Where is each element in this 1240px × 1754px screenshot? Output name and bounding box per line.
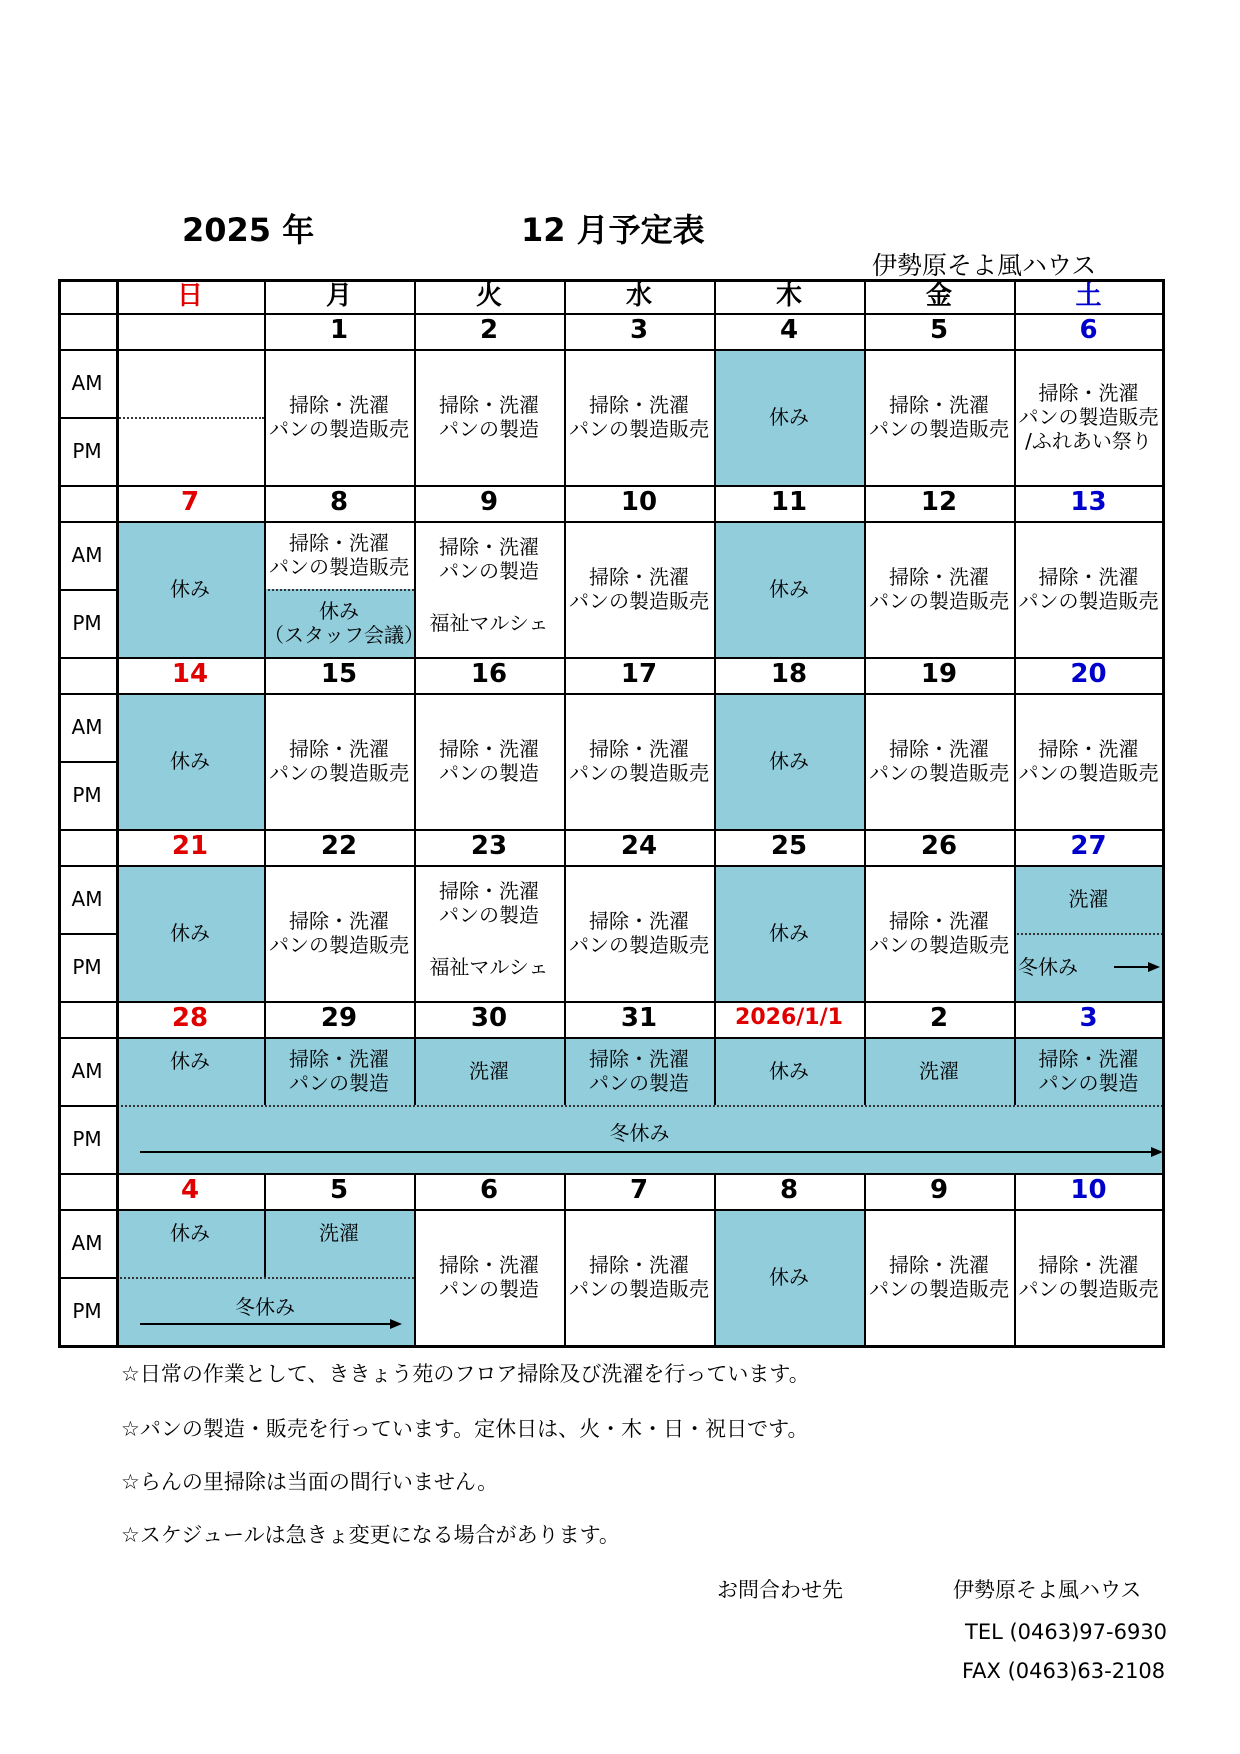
weekday-header: 月 <box>325 281 352 311</box>
schedule-am-line: パンの製造販売 <box>269 555 409 579</box>
grid-line <box>714 1001 716 1105</box>
grid-line <box>864 313 866 485</box>
weekday-header: 水 <box>625 281 652 311</box>
note-2: ☆パンの製造・販売を行っています。定休日は、火・木・日・祝日です。 <box>121 1417 809 1441</box>
grid-line <box>414 1001 416 1105</box>
schedule-line: パンの製造販売 <box>569 1277 709 1301</box>
grid-line <box>264 485 266 657</box>
day-number: 23 <box>470 831 508 861</box>
note-1: ☆日常の作業として、ききょう苑のフロア掃除及び洗濯を行っています。 <box>121 1362 810 1386</box>
grid-line <box>864 1001 866 1105</box>
schedule-line: 掃除・洗濯 <box>1038 1253 1139 1277</box>
grid-line <box>714 279 716 313</box>
schedule-line: パンの製造 <box>439 761 539 785</box>
am-label: AM <box>71 1231 103 1255</box>
day-number: 6 <box>1079 315 1098 345</box>
schedule-line: パンの製造販売 <box>1018 405 1159 429</box>
schedule-line: パンの製造販売 <box>269 933 409 957</box>
month-title: 12 月予定表 <box>521 211 705 249</box>
schedule-am-line: 洗濯 <box>919 1059 959 1083</box>
contact-org: 伊勢原そよ風ハウス <box>953 1578 1142 1602</box>
grid-line <box>414 657 416 829</box>
schedule-am-line: パンの製造 <box>289 1071 389 1095</box>
schedule-line: パンの製造販売 <box>869 1277 1009 1301</box>
schedule-line: パンの製造 <box>439 1277 539 1301</box>
grid-line <box>864 1173 866 1345</box>
grid-line <box>564 829 566 1001</box>
day-number: 4 <box>180 1175 200 1205</box>
grid-line <box>564 1173 566 1345</box>
grid-line <box>1014 1001 1016 1105</box>
pm-label: PM <box>72 1299 102 1323</box>
schedule-am-line: 掃除・洗濯 <box>439 879 539 903</box>
grid-line <box>1014 313 1016 485</box>
schedule-am-line: 掃除・洗濯 <box>289 1047 389 1071</box>
day-number: 30 <box>470 1003 508 1033</box>
winter-break-label: 冬休み <box>235 1295 295 1319</box>
note-3: ☆らんの里掃除は当面の間行いません。 <box>121 1470 499 1494</box>
grid-line <box>1014 657 1016 829</box>
schedule-line: 掃除・洗濯 <box>589 1253 689 1277</box>
schedule-line: 掃除・洗濯 <box>439 1253 539 1277</box>
schedule-line: パンの製造販売 <box>1018 1277 1159 1301</box>
schedule-line: パンの製造販売 <box>869 417 1009 441</box>
schedule-calendar <box>58 279 1165 1348</box>
day-number: 14 <box>171 659 209 689</box>
grid-line <box>264 829 266 1001</box>
grid-line <box>264 313 266 485</box>
schedule-am-line: 掃除・洗濯 <box>289 531 389 555</box>
schedule-line: パンの製造販売 <box>569 933 709 957</box>
schedule-pm-line: 福祉マルシェ <box>429 955 549 979</box>
note-4: ☆スケジュールは急きょ変更になる場合があります。 <box>121 1523 620 1547</box>
schedule-line: 休み <box>170 749 210 773</box>
schedule-am-line: 洗濯 <box>319 1221 359 1245</box>
grid-line <box>58 313 1165 315</box>
winter-break-label: 冬休み <box>609 1121 670 1145</box>
am-label: AM <box>71 887 103 911</box>
day-number: 16 <box>470 659 508 689</box>
day-number: 5 <box>929 315 949 345</box>
grid-line <box>414 1173 416 1345</box>
day-number: 27 <box>1070 831 1107 861</box>
schedule-line: 休み <box>170 921 210 945</box>
weekday-header: 金 <box>925 281 952 311</box>
day-number: 8 <box>779 1175 799 1205</box>
grid-line <box>1014 279 1016 313</box>
year-title: 2025 年 <box>182 211 315 249</box>
schedule-line: パンの製造販売 <box>869 589 1009 613</box>
day-number: 7 <box>629 1175 649 1205</box>
schedule-line: 掃除・洗濯 <box>889 1253 989 1277</box>
pm-label: PM <box>72 439 102 463</box>
day-number: 8 <box>329 487 349 517</box>
day-number: 21 <box>171 831 209 861</box>
day-number: 25 <box>770 831 808 861</box>
schedule-pm-line: 休み <box>319 599 359 623</box>
schedule-line: パンの製造販売 <box>869 761 1009 785</box>
grid-line <box>414 279 416 313</box>
schedule-am-line: 休み <box>170 1221 210 1245</box>
schedule-am-line: 休み <box>769 1059 809 1083</box>
day-number: 15 <box>320 659 358 689</box>
weekday-header: 火 <box>475 281 502 311</box>
schedule-line: 休み <box>769 405 809 429</box>
calendar-border <box>58 279 1165 1348</box>
schedule-line: 掃除・洗濯 <box>439 737 539 761</box>
schedule-line: 休み <box>769 577 809 601</box>
day-number: 4 <box>779 315 799 345</box>
grid-line <box>714 1173 716 1345</box>
grid-line <box>264 279 266 313</box>
day-number: 22 <box>320 831 358 861</box>
day-number: 13 <box>1070 487 1107 517</box>
day-number: 26 <box>920 831 958 861</box>
day-number: 10 <box>1070 1175 1107 1205</box>
schedule-line: パンの製造販売 <box>569 417 709 441</box>
day-number: 11 <box>770 487 808 517</box>
day-number: 29 <box>320 1003 358 1033</box>
schedule-am-line: 休み <box>170 1049 210 1073</box>
grid-line <box>864 485 866 657</box>
schedule-line: 掃除・洗濯 <box>1038 737 1139 761</box>
day-number: 28 <box>171 1003 209 1033</box>
grid-line <box>864 279 866 313</box>
schedule-line: 掃除・洗濯 <box>889 737 989 761</box>
schedule-line: 掃除・洗濯 <box>889 393 989 417</box>
contact-fax: FAX (0463)63-2108 <box>962 1659 1166 1683</box>
schedule-line: 休み <box>769 749 809 773</box>
day-number: 17 <box>620 659 658 689</box>
grid-line <box>564 657 566 829</box>
grid-line <box>564 485 566 657</box>
day-number: 24 <box>620 831 658 861</box>
schedule-line: 休み <box>170 577 210 601</box>
schedule-line: 掃除・洗濯 <box>1038 381 1139 405</box>
schedule-pm-line: （スタッフ会議） <box>264 623 424 647</box>
day-number: 19 <box>920 659 958 689</box>
day-number: 5 <box>329 1175 349 1205</box>
schedule-line: /ふれあい祭り <box>1025 429 1152 453</box>
grid-line <box>1014 485 1016 657</box>
grid-line <box>264 657 266 829</box>
grid-line <box>264 1001 266 1105</box>
day-number: 1 <box>329 315 349 345</box>
grid-line <box>714 313 716 485</box>
am-label: AM <box>71 543 103 567</box>
day-number: 2026/1/1 <box>735 1005 843 1030</box>
schedule-line: 掃除・洗濯 <box>889 565 989 589</box>
pm-label: PM <box>72 955 102 979</box>
schedule-line: 掃除・洗濯 <box>589 565 689 589</box>
schedule-pm-line: 福祉マルシェ <box>429 611 549 635</box>
schedule-line: パンの製造販売 <box>1018 589 1159 613</box>
grid-line <box>1014 1173 1016 1345</box>
pm-label: PM <box>72 1127 102 1151</box>
schedule-line: 掃除・洗濯 <box>289 737 389 761</box>
schedule-line: 掃除・洗濯 <box>1038 565 1139 589</box>
grid-line <box>714 657 716 829</box>
grid-line <box>564 279 566 313</box>
schedule-line: 掃除・洗濯 <box>589 909 689 933</box>
schedule-line: パンの製造販売 <box>869 933 1009 957</box>
day-number: 6 <box>479 1175 499 1205</box>
day-number: 10 <box>620 487 658 517</box>
schedule-line: パンの製造販売 <box>569 589 709 613</box>
schedule-am-line: パンの製造 <box>439 903 539 927</box>
grid-line <box>414 829 416 1001</box>
am-label: AM <box>71 1059 103 1083</box>
weekday-header: 木 <box>775 281 802 311</box>
weekday-header: 日 <box>176 281 203 311</box>
winter-break-label: 冬休み <box>1018 955 1078 979</box>
schedule-line: 掃除・洗濯 <box>289 393 389 417</box>
schedule-line: パンの製造 <box>439 417 539 441</box>
schedule-line: パンの製造販売 <box>1018 761 1159 785</box>
schedule-am-line: 洗濯 <box>1068 887 1109 911</box>
grid-line <box>1014 829 1016 1001</box>
schedule-line: 掃除・洗濯 <box>589 393 689 417</box>
day-number: 2 <box>479 315 499 345</box>
grid-line <box>714 829 716 1001</box>
schedule-line: パンの製造販売 <box>569 761 709 785</box>
grid-line <box>414 313 416 485</box>
day-number: 3 <box>1079 1003 1098 1033</box>
day-number: 3 <box>629 315 649 345</box>
schedule-line: 掃除・洗濯 <box>439 393 539 417</box>
am-label: AM <box>71 715 103 739</box>
day-number: 9 <box>929 1175 949 1205</box>
schedule-line: 休み <box>769 1265 809 1289</box>
schedule-line: 休み <box>769 921 809 945</box>
grid-line <box>864 829 866 1001</box>
grid-line <box>116 279 119 1348</box>
grid-line <box>564 313 566 485</box>
schedule-am-line: パンの製造 <box>439 559 539 583</box>
day-number: 31 <box>620 1003 658 1033</box>
grid-line <box>564 1001 566 1105</box>
day-number: 18 <box>770 659 808 689</box>
contact-label: お問合わせ先 <box>717 1578 843 1602</box>
schedule-am-line: 掃除・洗濯 <box>1038 1047 1139 1071</box>
schedule-line: 掃除・洗濯 <box>889 909 989 933</box>
day-number: 7 <box>180 487 200 517</box>
grid-line <box>264 1173 266 1277</box>
schedule-am-line: 掃除・洗濯 <box>439 535 539 559</box>
schedule-am-line: パンの製造 <box>589 1071 689 1095</box>
schedule-line: 掃除・洗濯 <box>589 737 689 761</box>
day-number: 20 <box>1070 659 1107 689</box>
schedule-line: パンの製造販売 <box>269 761 409 785</box>
grid-line <box>414 485 416 657</box>
org-name: 伊勢原そよ風ハウス <box>872 251 1097 280</box>
schedule-line: 掃除・洗濯 <box>289 909 389 933</box>
pm-label: PM <box>72 783 102 807</box>
grid-line <box>864 657 866 829</box>
pm-label: PM <box>72 611 102 635</box>
am-label: AM <box>71 371 103 395</box>
day-number: 9 <box>479 487 499 517</box>
contact-tel: TEL (0463)97-6930 <box>965 1620 1168 1644</box>
schedule-am-line: 掃除・洗濯 <box>589 1047 689 1071</box>
schedule-am-line: 洗濯 <box>469 1059 509 1083</box>
weekday-header: 土 <box>1075 281 1102 311</box>
schedule-am-line: パンの製造 <box>1038 1071 1139 1095</box>
day-number: 2 <box>929 1003 949 1033</box>
schedule-line: パンの製造販売 <box>269 417 409 441</box>
day-number: 12 <box>920 487 958 517</box>
grid-line <box>714 485 716 657</box>
